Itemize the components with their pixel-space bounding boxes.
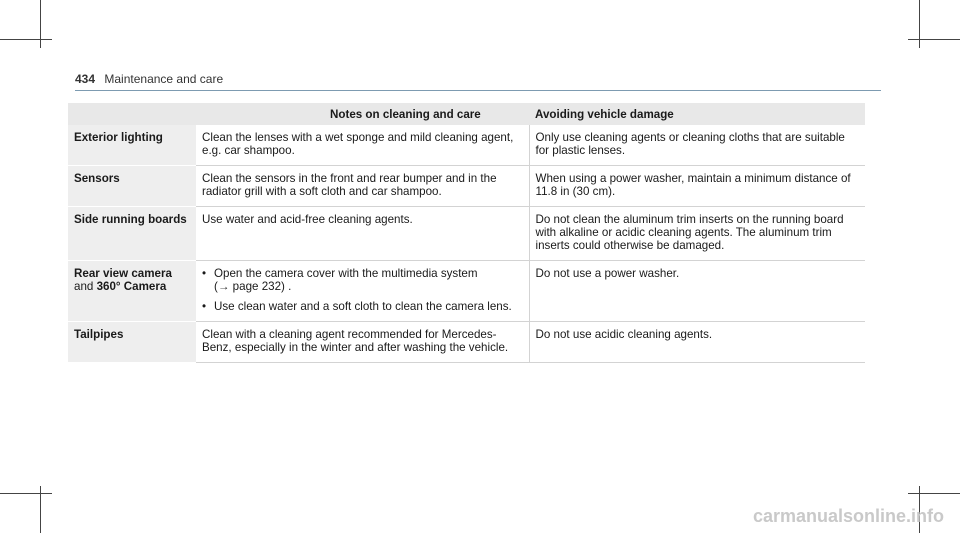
header-rule (75, 90, 881, 91)
crop-mark (908, 39, 960, 40)
damage-cell: Do not use acidic cleaning agents. (529, 322, 865, 363)
table-row (68, 166, 865, 207)
table-header-row (68, 103, 865, 125)
crop-mark (908, 493, 960, 494)
row-label: Exterior lighting (68, 125, 196, 166)
notes-cell (196, 261, 529, 322)
column-header-empty (68, 103, 196, 125)
table-row (68, 207, 865, 261)
crop-mark (919, 0, 920, 48)
row-label-and: and (74, 280, 94, 293)
row-label-line1: Rear view camera (74, 267, 172, 280)
row-label: Side running boards (68, 207, 196, 261)
row-label: Tailpipes (68, 322, 196, 363)
damage-cell: Do not use a power washer. (529, 261, 865, 322)
notes-cell: Clean the lenses with a wet sponge and mild cleaning agent, e.g. car shampoo. (196, 125, 529, 166)
notes-cell: Use water and acid-free cleaning agents. (196, 207, 529, 261)
column-header-damage: Avoiding vehicle damage (529, 103, 865, 125)
table-row (68, 322, 865, 363)
damage-cell: Do not clean the aluminum trim inserts on the running board with alkaline or acidic cleaning agents. The aluminum trim inserts could otherwise be damaged. (529, 207, 865, 261)
table-row (68, 125, 865, 166)
list-item (202, 267, 523, 293)
notes-cell: Clean the sensors in the front and rear bumper and in the radiator grill with a soft cloth and car shampoo. (196, 166, 529, 207)
damage-cell: When using a power washer, maintain a minimum distance of 11.8 in (30 cm). (529, 166, 865, 207)
row-label (68, 261, 196, 322)
row-label-line2: 360° Camera (96, 280, 167, 293)
page-reference-link[interactable]: (→ page 232) . (214, 280, 292, 293)
table-row (68, 261, 865, 322)
section-title: Maintenance and care (104, 72, 224, 86)
crop-mark (40, 0, 41, 48)
page-header (75, 72, 223, 86)
watermark: carmanualsonline.info (752, 506, 944, 526)
list-item: • Use clean water and a soft cloth to clean the camera lens. (202, 300, 523, 313)
page-number: 434 (75, 72, 96, 86)
crop-mark (0, 493, 52, 494)
notes-bullet-list (202, 267, 523, 313)
bullet-text: Open the camera cover with the multimedia system (214, 267, 478, 280)
cleaning-care-table (68, 103, 865, 363)
notes-cell: Clean with a cleaning agent recommended for Mercedes-Benz, especially in the winter and after washing the vehicle. (196, 322, 529, 363)
damage-cell: Only use cleaning agents or cleaning cloths that are suitable for plastic lenses. (529, 125, 865, 166)
crop-mark (0, 39, 52, 40)
column-header-notes: Notes on cleaning and care (196, 103, 529, 125)
row-label: Sensors (68, 166, 196, 207)
